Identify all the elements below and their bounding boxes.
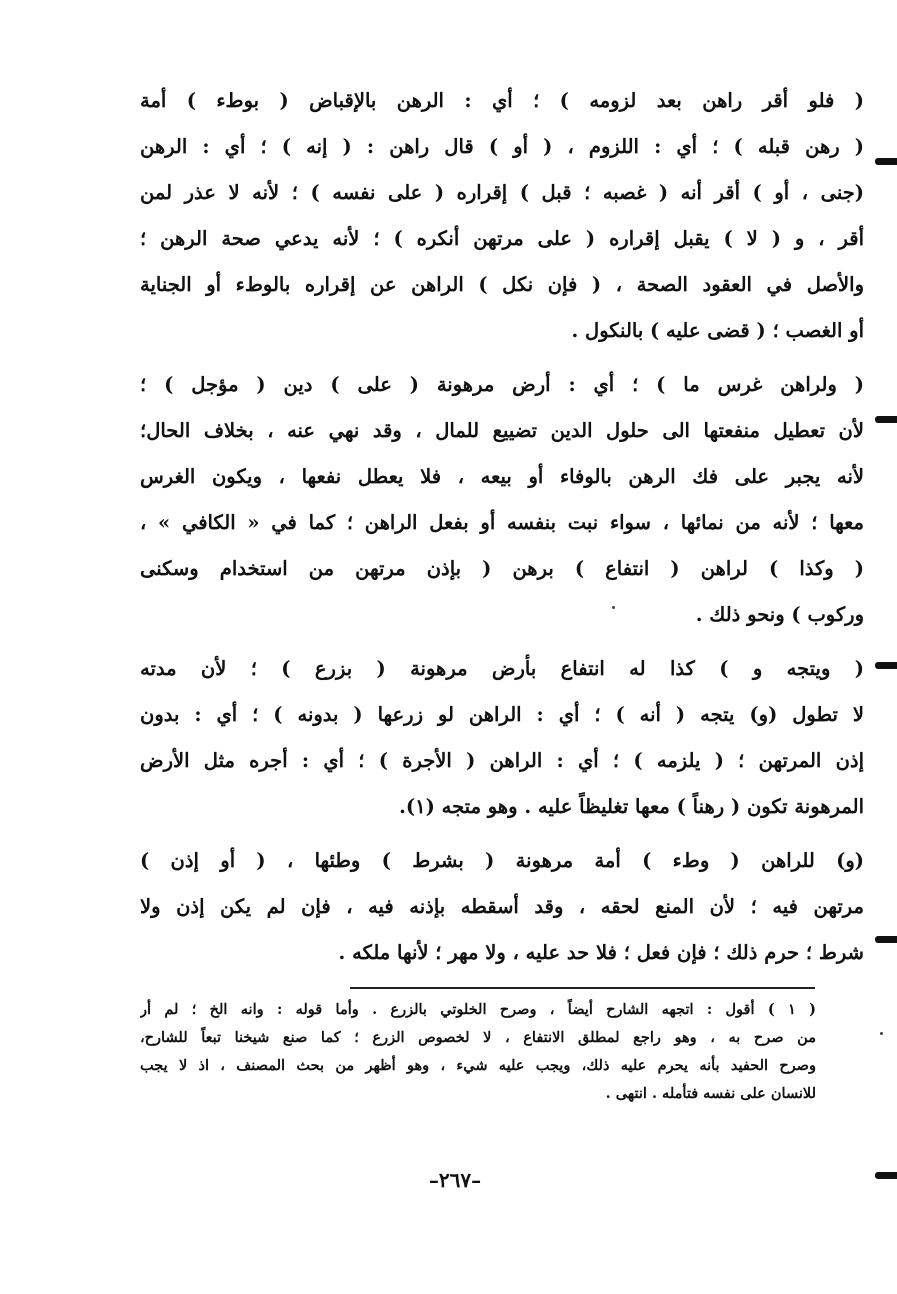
text-line: إذن المرتهن ؛ ( يلزمه ) ؛ أي : الراهن ( الأجرة ) ؛ أي : أجره مثل الأرض xyxy=(140,749,864,772)
footnote-line: للانسان على نفسه فتأمله . انتهى . xyxy=(605,1085,816,1102)
page-number: –٢٦٧– xyxy=(428,1168,482,1192)
text-line: وركوب ) ونحو ذلك . xyxy=(695,603,864,626)
speck xyxy=(880,1032,883,1035)
text-line: ( رهن قبله ) ؛ أي : اللزوم ، ( أو ) قال راهن : ( إنه ) ؛ أي : الرهن xyxy=(140,135,864,158)
footnote xyxy=(140,996,816,1108)
footnote-divider xyxy=(350,987,815,989)
text-line: والأصل في العقود الصحة ، ( فإن نكل ) الراهن عن إقراره بالوطء أو الجناية xyxy=(140,273,864,296)
paragraph-4 xyxy=(140,838,864,976)
text-line: لأن تعطيل منفعتها الى حلول الدين تضييع للمال ، وقد نهي عنه ، بخلاف الحال؛ xyxy=(140,419,864,442)
text-line: أقر ، و ( لا ) يقبل إقراره ( على مرتهن أنكره ) ؛ لأنه يدعي صحة الرهن ؛ xyxy=(140,227,864,250)
text-line: (و) للراهن ( وطء ) أمة مرهونة ( بشرط ) وطئها ، ( أو إذن ) xyxy=(140,849,864,872)
text-line: ( وكذا ) لراهن ( انتفاع ) برهن ( بإذن مرتهن من استخدام وسكنى xyxy=(140,557,864,580)
margin-mark xyxy=(875,662,897,669)
margin-mark xyxy=(875,158,897,165)
margin-mark xyxy=(875,936,897,943)
paragraph-1 xyxy=(140,78,864,354)
footnote-line: ( ١ ) أقول : اتجهه الشارح أيضاً ، وصرح الخلوتي بالزرع . وأما قوله : وانه الخ ؛ لم أر xyxy=(140,1001,816,1018)
text-line: (جنى ، أو ) أقر أنه ( غصبه ؛ قبل ) إقراره ( على نفسه ) ؛ لأنه لا عذر لمن xyxy=(140,181,864,204)
text-line: أو الغصب ؛ ( قضى عليه ) بالنكول . xyxy=(571,319,864,342)
text-line: مرتهن فيه ؛ لأن المنع لحقه ، وقد أسقطه بإذنه فيه ، فإن لم يكن إذن ولا xyxy=(140,895,864,918)
main-text xyxy=(140,78,864,976)
margin-mark xyxy=(875,416,897,423)
text-line: لأنه يجبر على فك الرهن بالوفاء أو بيعه ، فلا يعطل نفعها ، ويكون الغرس xyxy=(140,465,864,488)
text-line: لا تطول (و) يتجه ( أنه ) ؛ أي : الراهن لو زرعها ( بدونه ) ؛ أي : بدون xyxy=(140,703,864,726)
margin-mark xyxy=(875,1172,897,1179)
text-line: المرهونة تكون ( رهناً ) معها تغليظاً عليه . وهو متجه (١). xyxy=(399,795,864,818)
text-line: معها ؛ لأنه من نمائها ، سواء نبت بنفسه أو بفعل الراهن ؛ كما في « الكافي » ، xyxy=(140,511,864,534)
text-line: ( فلو أقر راهن بعد لزومه ) ؛ أي : الرهن بالإقباض ( بوطء ) أمة xyxy=(140,89,864,112)
text-line: شرط ؛ حرم ذلك ؛ فإن فعل ؛ فلا حد عليه ، ولا مهر ؛ لأنها ملكه . xyxy=(338,941,864,964)
footnote-line: وصرح الحفيد بأنه يحرم عليه ذلك، ويجب عليه شيء ، وهو أظهر من بحث المصنف ، اذ لا يجب xyxy=(140,1057,816,1074)
paragraph-3 xyxy=(140,646,864,830)
text-line: ( ويتجه و ) كذا له انتفاع بأرض مرهونة ( بزرع ) ؛ لأن مدته xyxy=(140,657,864,680)
speck xyxy=(612,606,615,609)
text-line: ( ولراهن غرس ما ) ؛ أي : أرض مرهونة ( على ) دين ( مؤجل ) ؛ xyxy=(140,373,864,396)
footnote-line: من صرح به ، وهو راجع لمطلق الانتفاع ، لا لخصوص الزرع ؛ كما صنع شيخنا تبعاً للشارح، xyxy=(140,1029,816,1046)
paragraph-2 xyxy=(140,362,864,638)
